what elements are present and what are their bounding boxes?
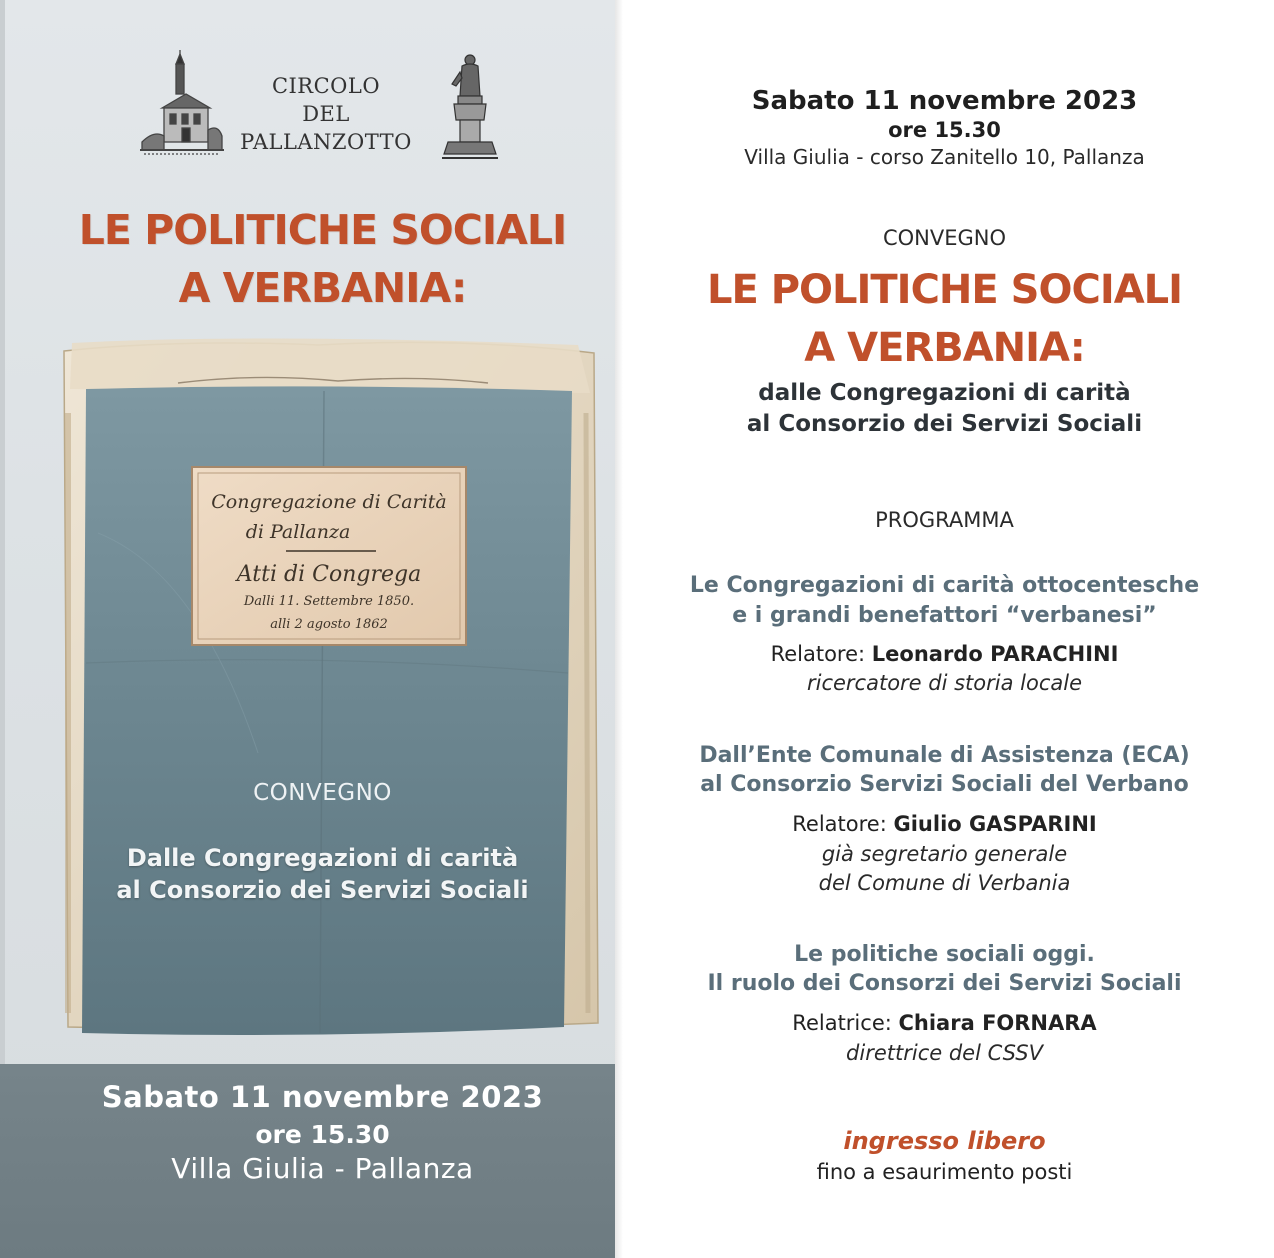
cover-place: Villa Giulia - Pallanza <box>171 1152 474 1185</box>
circolo-name <box>236 72 416 156</box>
talk-2-title-line-2: al Consorzio Servizi Sociali del Verbano <box>700 772 1189 797</box>
talk-3-speaker <box>615 1011 1274 1035</box>
cover-subtitle-line-2: al Consorzio dei Servizi Sociali <box>116 876 529 904</box>
cover-convegno: CONVEGNO <box>253 780 392 806</box>
cover-title-line-1: LE POLITICHE SOCIALI <box>78 206 567 254</box>
program-subtitle-line-2: al Consorzio dei Servizi Sociali <box>746 411 1143 437</box>
talk-3-role: direttrice del CSSV <box>846 1041 1043 1065</box>
talk-3-title-line-1: Le politiche sociali oggi. <box>794 942 1095 967</box>
event-time: ore 15.30 <box>888 118 1001 142</box>
label-line-2: di Pallanza <box>245 521 351 543</box>
talk-1-speaker <box>615 642 1274 666</box>
talk-2-title-line-1: Dall’Ente Comunale di Assistenza (ECA) <box>699 743 1190 768</box>
cover-time: ore 15.30 <box>255 1120 390 1149</box>
talk-2-speaker <box>615 812 1274 836</box>
logo-line-3: PALLANZOTTO <box>240 130 412 154</box>
speaker-label: Relatore: <box>792 812 887 836</box>
event-date: Sabato 11 novembre 2023 <box>751 86 1138 116</box>
program-subtitle-line-1: dalle Congregazioni di carità <box>758 380 1131 406</box>
speaker-name: Giulio GASPARINI <box>893 812 1097 836</box>
label-line-3: Atti di Congrega <box>236 562 422 587</box>
admission-free: ingresso libero <box>843 1127 1046 1155</box>
program-title-line-2: A VERBANIA: <box>804 325 1085 371</box>
event-place: Villa Giulia - corso Zanitello 10, Pallanza <box>744 145 1145 169</box>
programma-heading: PROGRAMMA <box>875 508 1014 532</box>
label-line-4: Dalli 11. Settembre 1850. <box>243 594 415 609</box>
talk-2-role-line-2: del Comune di Verbania <box>818 871 1071 895</box>
fold-shadow <box>615 0 623 1258</box>
talk-2-role-line-1: già segretario generale <box>821 842 1068 866</box>
convegno-label: CONVEGNO <box>882 226 1007 250</box>
logo-line-1: CIRCOLO <box>271 74 381 98</box>
speaker-name: Chiara FORNARA <box>898 1011 1097 1035</box>
talk-1-role: ricercatore di storia locale <box>806 671 1083 695</box>
label-line-1: Congregazione di Carità <box>211 491 447 513</box>
statue-monument-icon <box>438 50 502 162</box>
speaker-label: Relatore: <box>770 642 866 666</box>
talk-3-title-line-2: Il ruolo dei Consorzi dei Servizi Sociali <box>707 971 1182 996</box>
archive-register-image <box>58 333 600 1038</box>
church-tower-icon <box>140 50 224 160</box>
admission-note: fino a esaurimento posti <box>816 1160 1073 1184</box>
program-panel <box>615 0 1274 1258</box>
cover-subtitle-line-1: Dalle Congregazioni di carità <box>126 844 519 872</box>
label-line-5: alli 2 agosto 1862 <box>270 617 388 632</box>
cover-date: Sabato 11 novembre 2023 <box>101 1080 544 1114</box>
program-title-line-1: LE POLITICHE SOCIALI <box>706 267 1183 313</box>
talk-1-title-line-2: e i grandi benefattori “verbanesi” <box>732 603 1157 628</box>
cover-title-line-2: A VERBANIA: <box>178 264 467 312</box>
front-cover-panel <box>0 0 615 1258</box>
speaker-name: Leonardo PARACHINI <box>871 642 1119 666</box>
speaker-label: Relatrice: <box>792 1011 892 1035</box>
circolo-logo <box>140 50 500 170</box>
talk-1-title-line-1: Le Congregazioni di carità ottocentesche <box>689 573 1200 598</box>
logo-line-2: DEL <box>302 102 350 126</box>
